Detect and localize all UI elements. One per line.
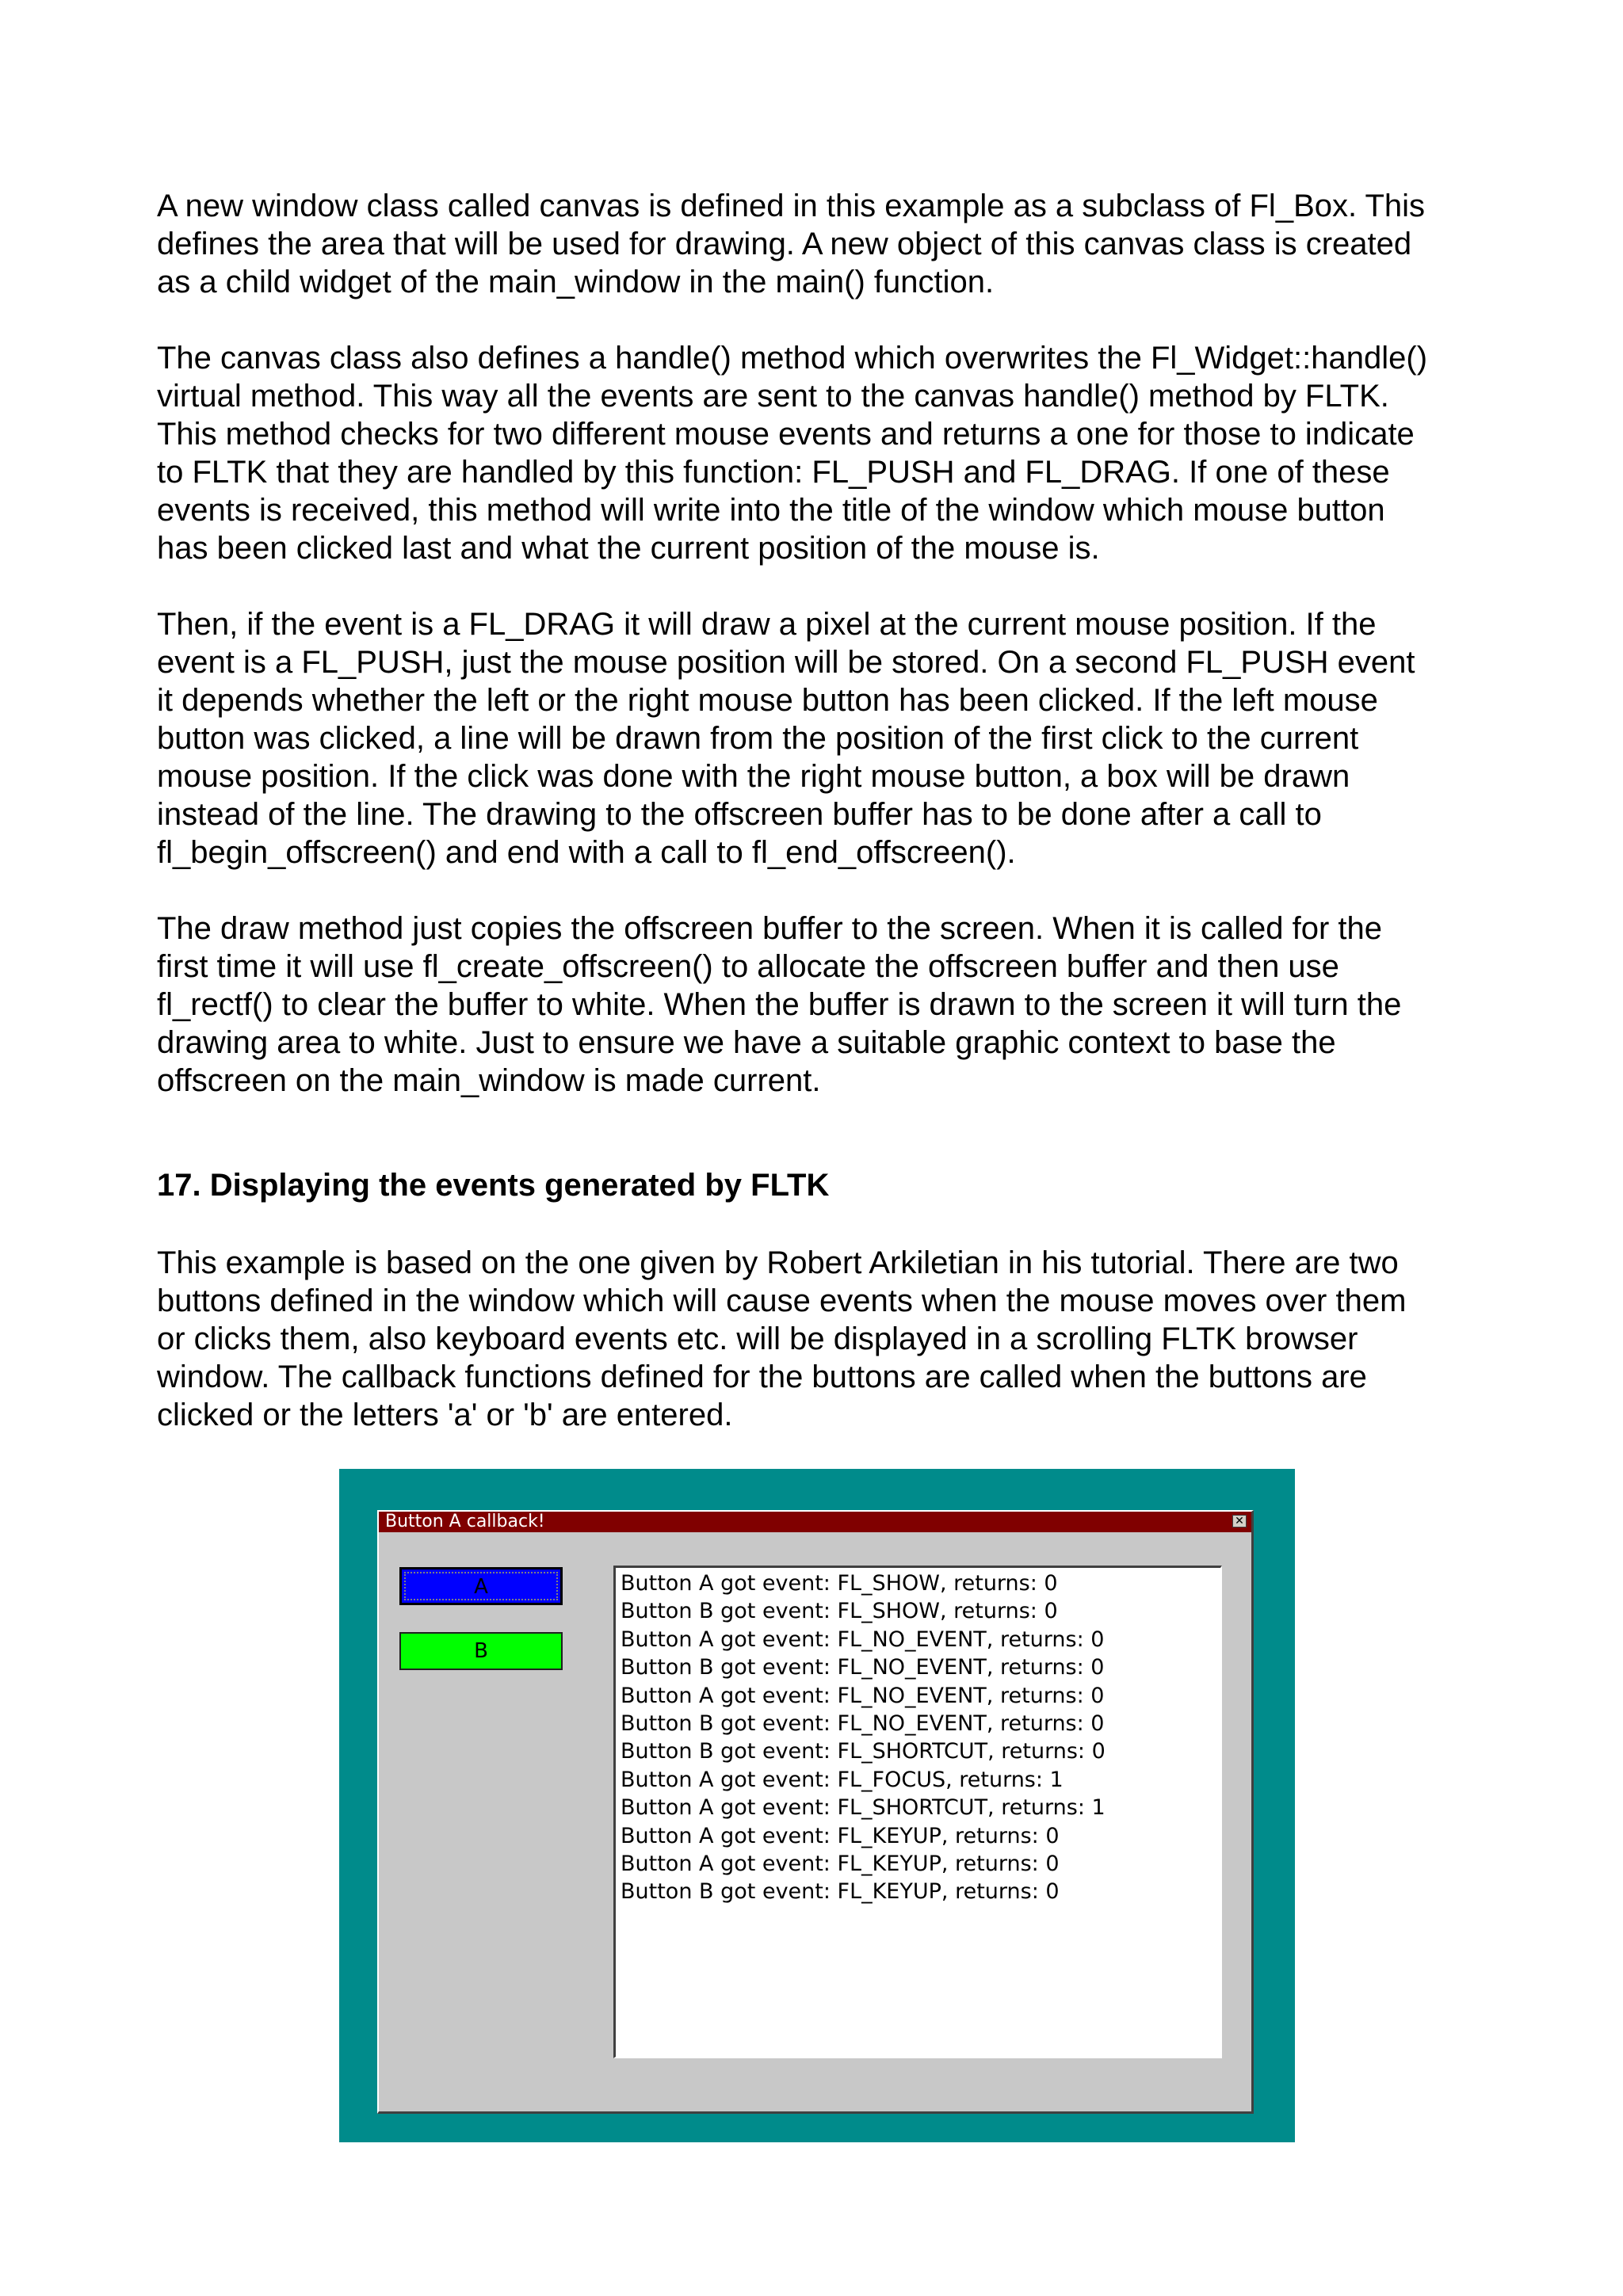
text-line: or clicks them, also keyboard events etc. will be displayed in a scrolling FLTK browser — [157, 1322, 1358, 1356]
browser-line: Button A got event: FL_KEYUP, returns: 0 — [621, 1852, 1060, 1877]
paragraph-drag-push — [157, 605, 1488, 871]
browser-lines — [621, 1569, 1106, 1906]
text-line: The canvas class also defines a handle() method which overwrites the Fl_Widget::handle() — [157, 341, 1428, 376]
browser-line: Button B got event: FL_NO_EVENT, returns: 0 — [621, 1711, 1105, 1737]
text-line: it depends whether the left or the right mouse button has been clicked. If the left mouse — [157, 683, 1378, 718]
paragraph-events-example — [157, 1244, 1488, 1434]
text-line: event is a FL_PUSH, just the mouse position will be stored. On a second FL_PUSH event — [157, 645, 1415, 680]
browser-line: Button B got event: FL_NO_EVENT, returns: 0 — [621, 1655, 1105, 1680]
browser-line: Button A got event: FL_FOCUS, returns: 1 — [621, 1767, 1064, 1792]
section-heading: 17. Displaying the events generated by FLTK — [157, 1168, 830, 1203]
browser-line: Button A got event: FL_KEYUP, returns: 0 — [621, 1823, 1060, 1848]
paragraph-draw-method — [157, 910, 1488, 1100]
button-b[interactable]: B — [399, 1632, 563, 1670]
browser-line: Button A got event: FL_SHORTCUT, returns: 1 — [621, 1795, 1106, 1821]
text-line: clicked or the letters 'a' or 'b' are entered. — [157, 1398, 733, 1432]
screenshot-figure — [339, 1469, 1295, 2142]
text-line: events is received, this method will write into the title of the window which mouse button — [157, 493, 1385, 528]
text-line: first time it will use fl_create_offscreen() to allocate the offscreen buffer and then use — [157, 949, 1339, 984]
paragraph-handle-method — [157, 339, 1488, 567]
text-line: to FLTK that they are handled by this function: FL_PUSH and FL_DRAG. If one of these — [157, 455, 1390, 490]
button-a[interactable]: A — [399, 1567, 563, 1605]
event-browser[interactable] — [613, 1566, 1222, 2058]
fltk-window — [377, 1510, 1254, 2114]
browser-line: Button A got event: FL_SHOW, returns: 0 — [621, 1571, 1058, 1596]
text-line: Then, if the event is a FL_DRAG it will draw a pixel at the current mouse position. If the — [157, 607, 1377, 642]
text-line: button was clicked, a line will be drawn from the position of the first click to the current — [157, 721, 1359, 756]
window-title: Button A callback! — [385, 1512, 545, 1531]
window-titlebar[interactable] — [379, 1512, 1251, 1532]
browser-line: Button B got event: FL_SHORTCUT, returns: 0 — [621, 1739, 1106, 1764]
text-line: fl_begin_offscreen() and end with a call to fl_end_offscreen(). — [157, 835, 1016, 870]
text-line: window. The callback functions defined for the buttons are called when the buttons are — [157, 1360, 1367, 1394]
browser-line: Button B got event: FL_SHOW, returns: 0 — [621, 1599, 1058, 1624]
text-line: The draw method just copies the offscreen buffer to the screen. When it is called for the — [157, 911, 1383, 946]
paragraph-canvas-class — [157, 187, 1488, 301]
close-icon[interactable]: ✕ — [1232, 1515, 1247, 1527]
text-line: fl_rectf() to clear the buffer to white. When the buffer is drawn to the screen it will turn the — [157, 987, 1402, 1022]
text-line: A new window class called canvas is defined in this example as a subclass of Fl_Box. This — [157, 189, 1426, 223]
text-line: This example is based on the one given by Robert Arkiletian in his tutorial. There are two — [157, 1245, 1399, 1280]
text-line: as a child widget of the main_window in the main() function. — [157, 265, 995, 299]
text-line: instead of the line. The drawing to the offscreen buffer has to be done after a call to — [157, 797, 1322, 832]
browser-line: Button B got event: FL_KEYUP, returns: 0 — [621, 1879, 1060, 1905]
text-line: mouse position. If the click was done with the right mouse button, a box will be drawn — [157, 759, 1350, 794]
browser-line: Button A got event: FL_NO_EVENT, returns: 0 — [621, 1627, 1105, 1652]
text-line: offscreen on the main_window is made current. — [157, 1063, 821, 1098]
browser-line: Button A got event: FL_NO_EVENT, returns: 0 — [621, 1683, 1105, 1708]
text-line: buttons defined in the window which will cause events when the mouse moves over them — [157, 1283, 1407, 1318]
text-line: defines the area that will be used for drawing. A new object of this canvas class is created — [157, 227, 1412, 261]
text-line: drawing area to white. Just to ensure we have a suitable graphic context to base the — [157, 1025, 1336, 1060]
text-line: This method checks for two different mouse events and returns a one for those to indicate — [157, 417, 1415, 452]
text-line: has been clicked last and what the current position of the mouse is. — [157, 531, 1100, 566]
text-line: virtual method. This way all the events are sent to the canvas handle() method by FLTK. — [157, 379, 1389, 414]
